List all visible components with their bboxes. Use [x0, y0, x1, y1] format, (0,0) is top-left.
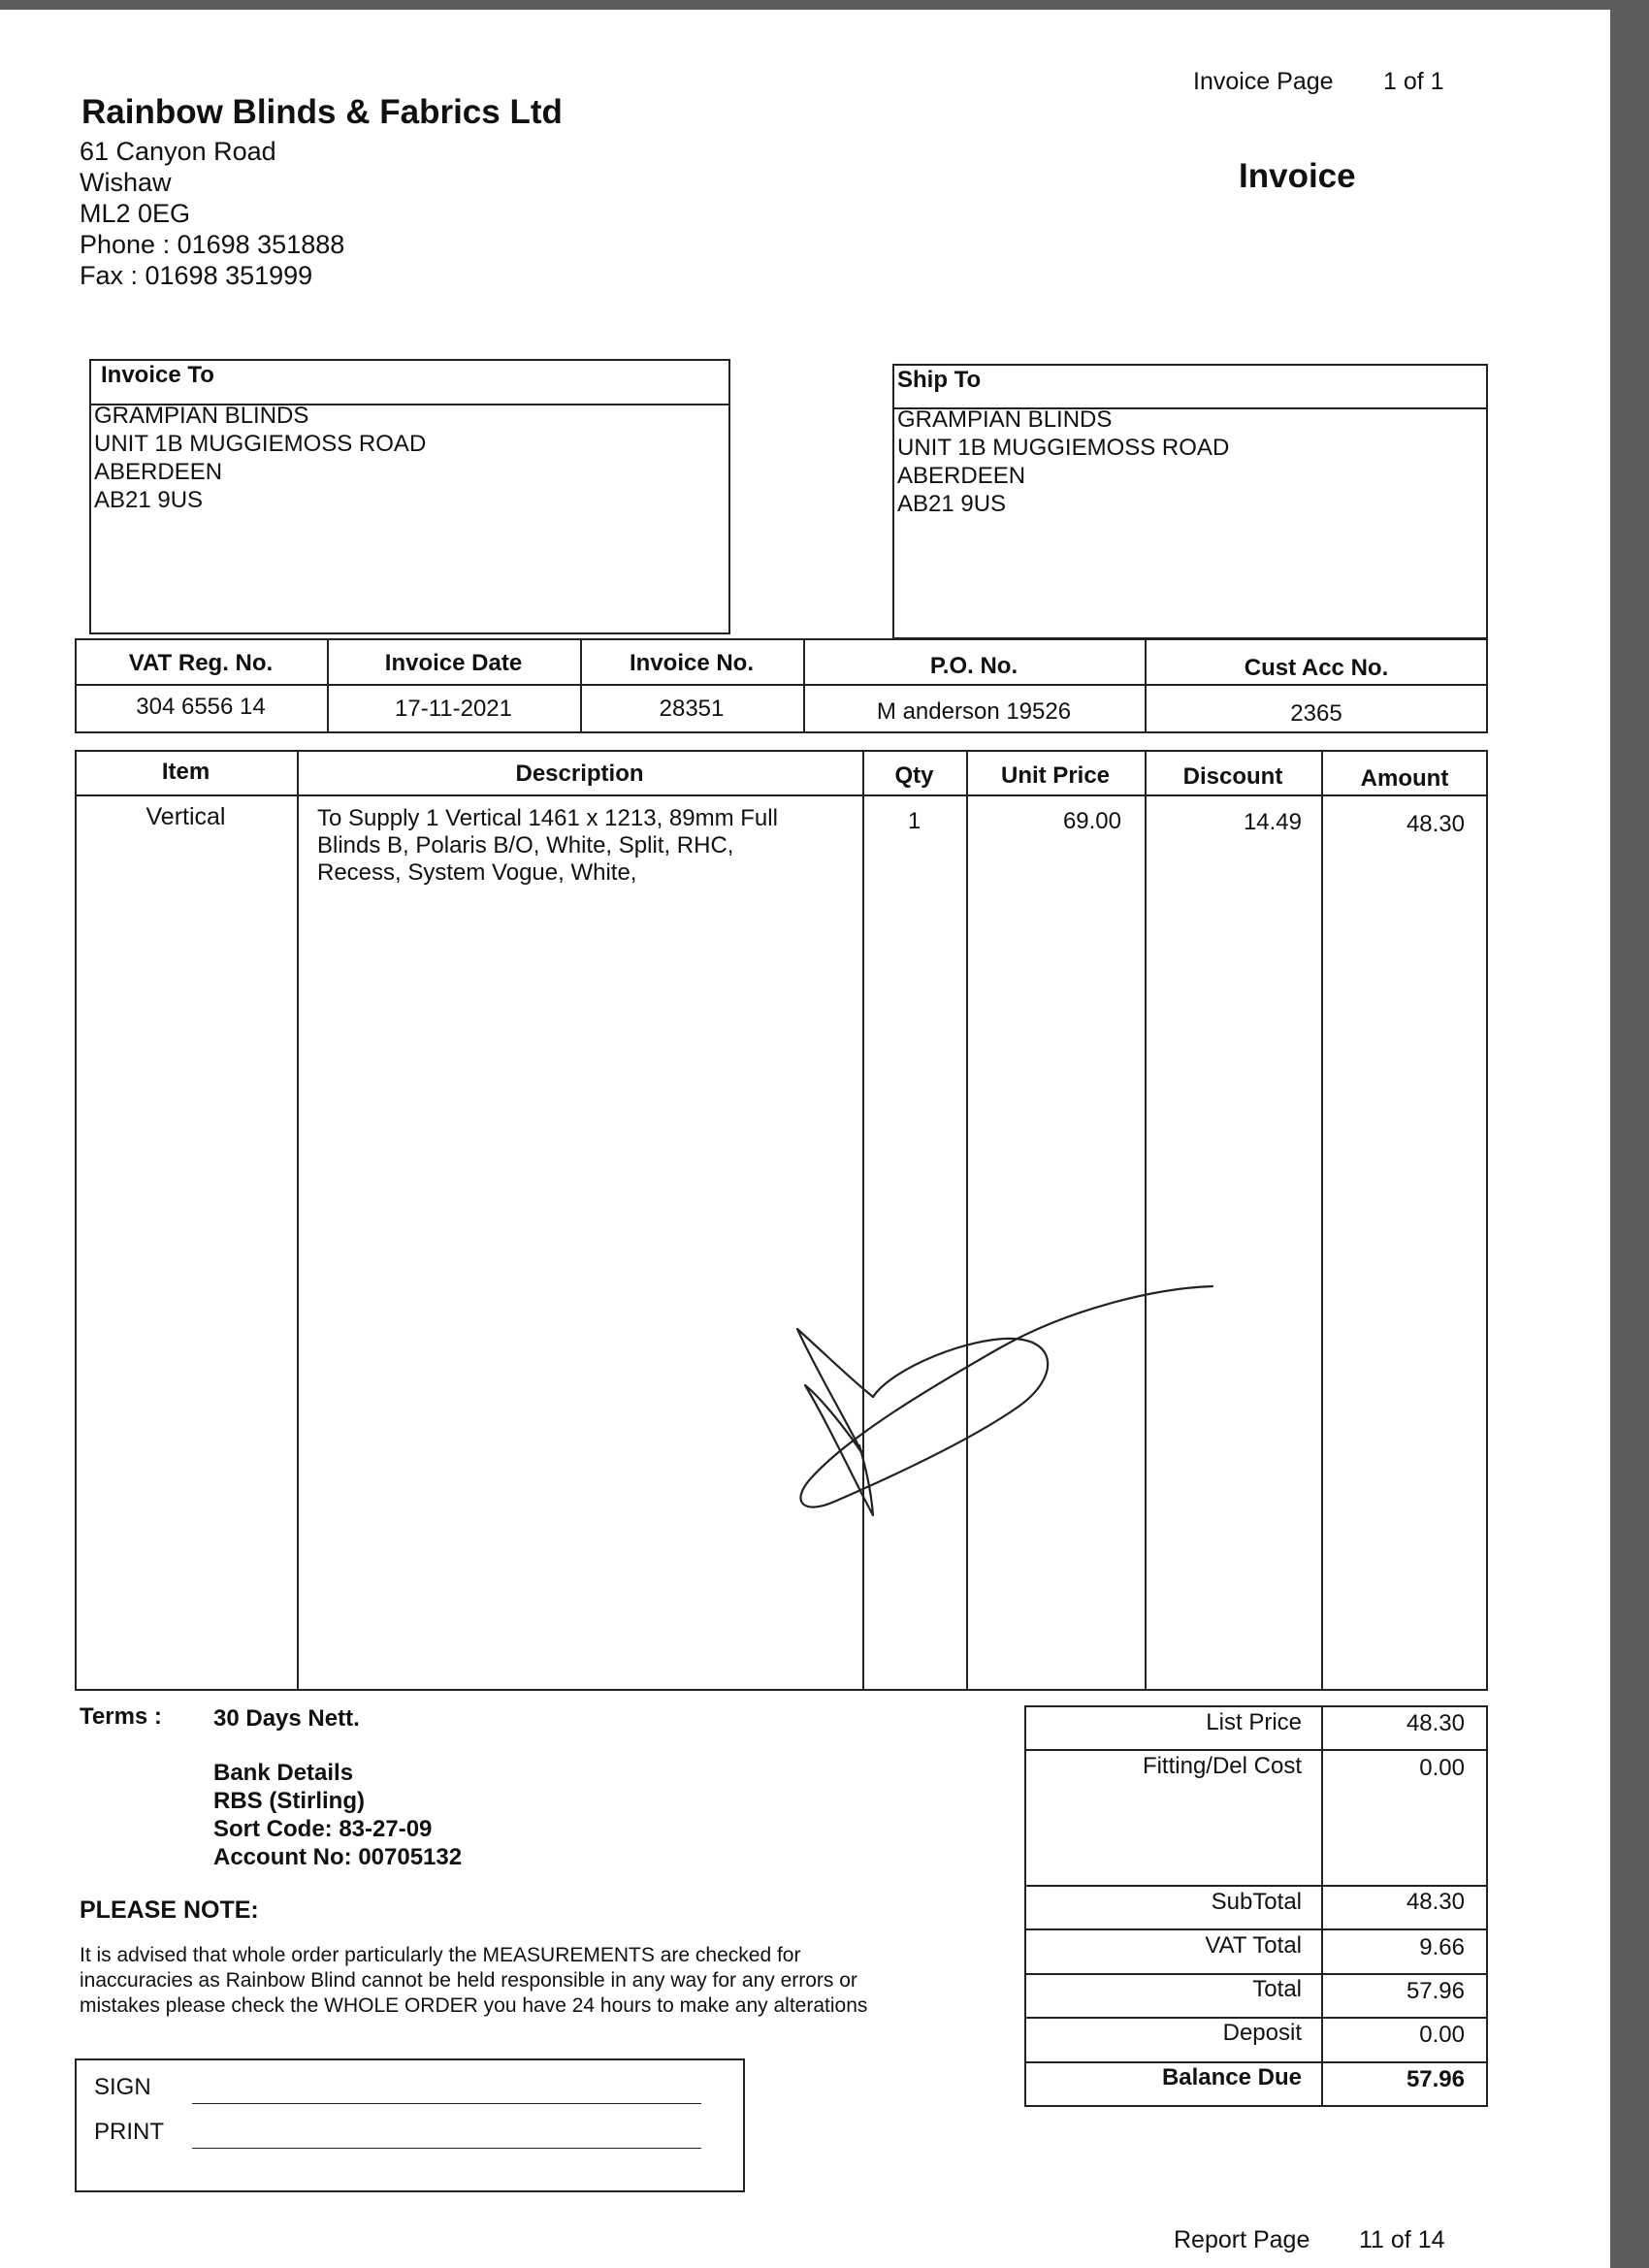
ship-to-address	[897, 405, 1229, 518]
bank-line: Sort Code: 83-27-09	[213, 1816, 433, 1842]
address-line: 61 Canyon Road	[80, 137, 276, 166]
invoice-date-value: 17-11-2021	[395, 696, 512, 722]
discount-header: Discount	[1182, 763, 1283, 790]
address-line: ABERDEEN	[94, 459, 223, 485]
bank-details	[213, 1759, 462, 1871]
print-label: PRINT	[94, 2119, 164, 2145]
invoice-no-header: Invoice No.	[629, 650, 755, 676]
amount-header: Amount	[1360, 765, 1449, 792]
vat-total-label: VAT Total	[1205, 1932, 1302, 1959]
note-heading: PLEASE NOTE:	[80, 1896, 259, 1924]
description-line: To Supply 1 Vertical 1461 x 1213, 89mm Full	[317, 805, 778, 831]
address-line: UNIT 1B MUGGIEMOSS ROAD	[94, 431, 427, 457]
balance-due-label: Balance Due	[1161, 2064, 1302, 2090]
invoice-no-value: 28351	[659, 696, 725, 722]
invoice-to-address	[94, 402, 426, 514]
invoice-to-heading: Invoice To	[101, 362, 214, 388]
po-no-header: P.O. No.	[929, 653, 1018, 679]
qty-header: Qty	[894, 762, 934, 789]
note-text	[80, 1943, 867, 2019]
sign-label: SIGN	[94, 2074, 151, 2100]
unit-price-cell: 69.00	[1062, 808, 1121, 834]
address-line: GRAMPIAN BLINDS	[897, 406, 1113, 433]
total-label: Total	[1252, 1976, 1302, 2002]
bank-line: RBS (Stirling)	[213, 1788, 365, 1814]
print-line[interactable]	[192, 2148, 701, 2149]
fitting-value: 0.00	[1419, 1755, 1465, 1781]
invoice-sheet	[0, 10, 1610, 2268]
ship-to-heading: Ship To	[897, 367, 982, 393]
vat-reg-value: 304 6556 14	[136, 694, 266, 720]
invoice-date-header: Invoice Date	[384, 650, 523, 676]
invoice-page-value: 1 of 1	[1383, 68, 1444, 95]
subtotal-label: SubTotal	[1211, 1889, 1302, 1915]
phone-line: Phone : 01698 351888	[80, 230, 345, 259]
fitting-label: Fitting/Del Cost	[1142, 1753, 1302, 1779]
list-price-label: List Price	[1206, 1709, 1302, 1735]
document-title: Invoice	[1239, 157, 1356, 195]
note-line: inaccuracies as Rainbow Blind cannot be held responsible in any way for any errors or	[80, 1969, 857, 1992]
discount-cell: 14.49	[1243, 809, 1302, 835]
items-table	[75, 750, 1488, 1691]
qty-cell: 1	[907, 808, 922, 834]
address-line: ML2 0EG	[80, 199, 191, 228]
company-name: Rainbow Blinds & Fabrics Ltd	[81, 93, 563, 131]
address-line: AB21 9US	[897, 491, 1007, 517]
sign-print-box	[75, 2058, 745, 2192]
report-page-label: Report Page	[1174, 2226, 1310, 2253]
vat-total-value: 9.66	[1419, 1934, 1465, 1960]
handwritten-signature	[776, 1261, 1242, 1542]
amount-cell: 48.30	[1406, 811, 1465, 837]
bank-line: Bank Details	[213, 1760, 354, 1786]
item-cell: Vertical	[146, 803, 226, 830]
address-line: ABERDEEN	[897, 463, 1026, 489]
address-line: GRAMPIAN BLINDS	[94, 403, 309, 429]
terms-value: 30 Days Nett.	[213, 1705, 360, 1732]
description-header: Description	[515, 761, 644, 787]
bank-line: Account No: 00705132	[213, 1844, 463, 1870]
deposit-value: 0.00	[1419, 2022, 1465, 2048]
address-line: Wishaw	[80, 168, 172, 197]
terms-label: Terms :	[80, 1703, 162, 1730]
unit-price-header: Unit Price	[1000, 762, 1111, 789]
report-page-value: 11 of 14	[1359, 2226, 1445, 2253]
description-line: Recess, System Vogue, White,	[317, 859, 637, 886]
vat-reg-header: VAT Reg. No.	[128, 650, 274, 676]
note-line: It is advised that whole order particularly the MEASUREMENTS are checked for	[80, 1944, 801, 1966]
cust-acc-header: Cust Acc No.	[1244, 655, 1389, 681]
company-address	[80, 136, 344, 291]
description-cell	[317, 805, 778, 887]
address-line: AB21 9US	[94, 487, 204, 513]
sign-line[interactable]	[192, 2103, 701, 2104]
balance-due-value: 57.96	[1406, 2066, 1465, 2092]
invoice-page-label: Invoice Page	[1193, 68, 1334, 95]
item-header: Item	[161, 759, 210, 785]
cust-acc-value: 2365	[1290, 700, 1342, 727]
address-line: UNIT 1B MUGGIEMOSS ROAD	[897, 435, 1230, 461]
description-line: Blinds B, Polaris B/O, White, Split, RHC,	[317, 832, 734, 859]
fax-line: Fax : 01698 351999	[80, 261, 313, 290]
subtotal-value: 48.30	[1406, 1889, 1465, 1915]
list-price-value: 48.30	[1406, 1710, 1465, 1736]
deposit-label: Deposit	[1222, 2020, 1302, 2046]
po-no-value: M anderson 19526	[876, 698, 1072, 725]
note-line: mistakes please check the WHOLE ORDER you have 24 hours to make any alterations	[80, 1994, 868, 2017]
total-value: 57.96	[1406, 1978, 1465, 2004]
